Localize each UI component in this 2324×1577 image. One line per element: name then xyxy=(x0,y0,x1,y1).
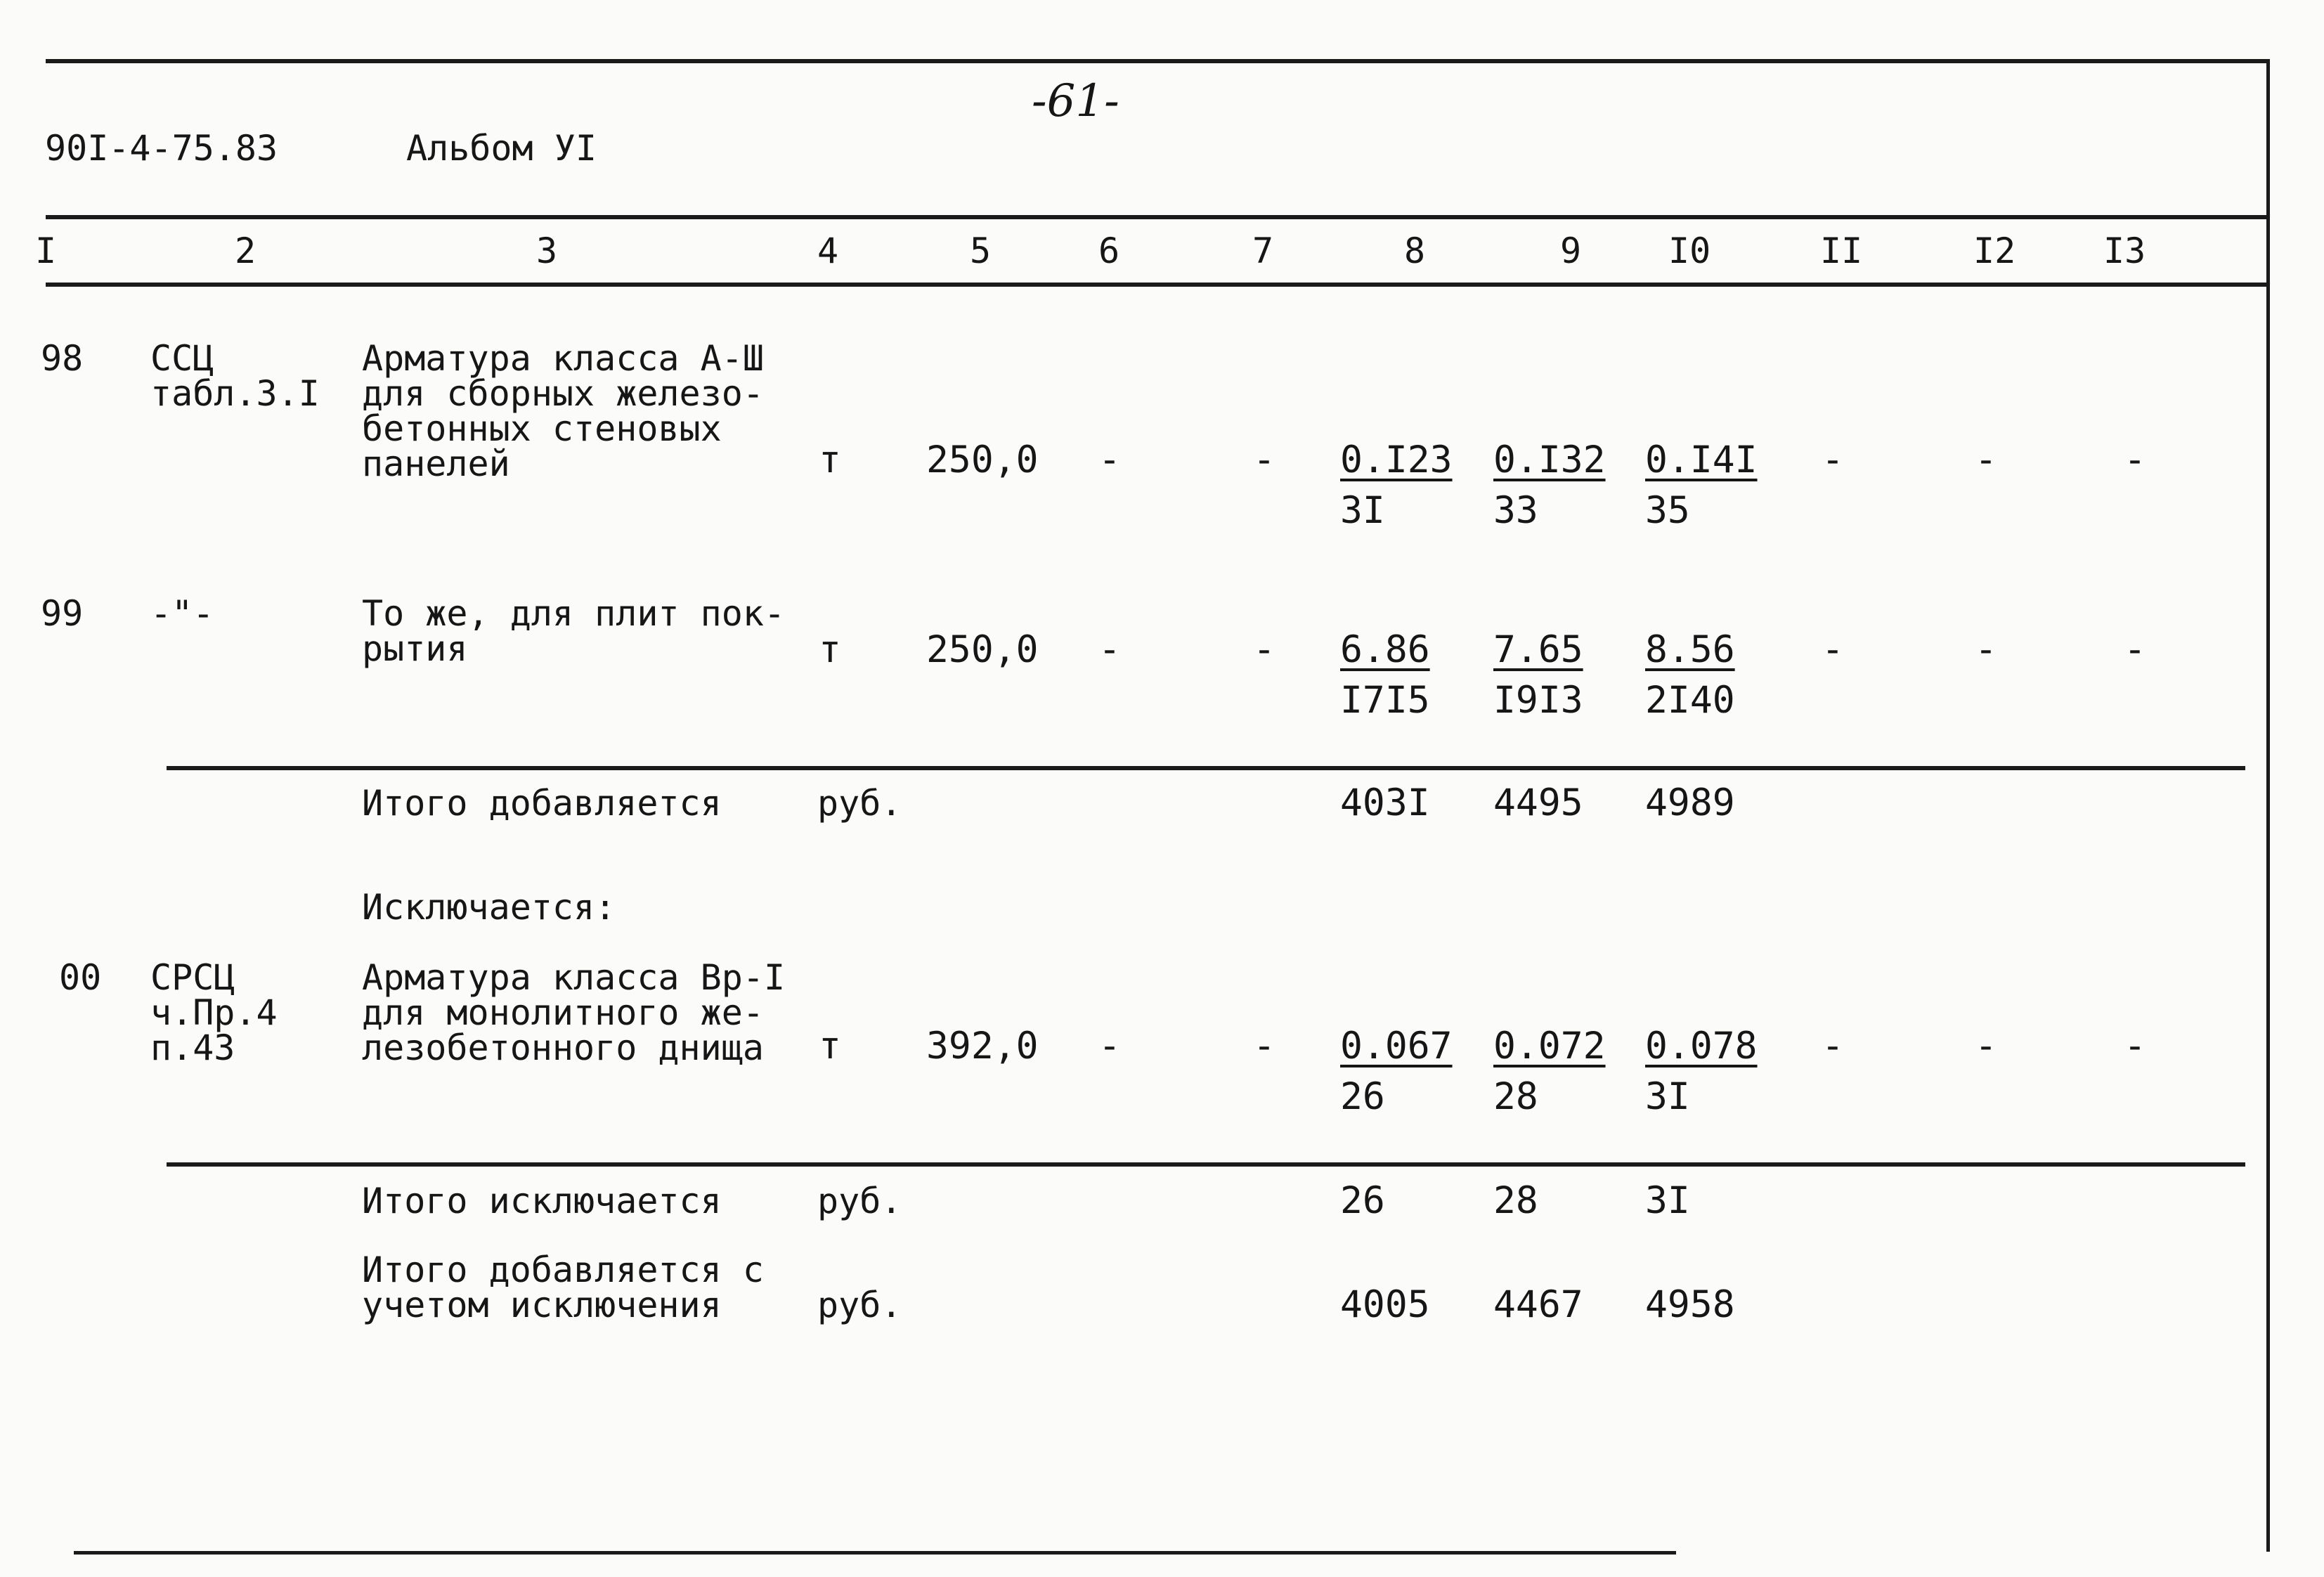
column-header-4: 4 xyxy=(817,231,839,271)
row-99-col9-cost: I9I3 xyxy=(1493,679,1583,722)
row-99-col9-rate: 7.65 xyxy=(1493,628,1583,671)
row-98-code xyxy=(150,338,320,414)
row-99-col12: - xyxy=(1975,628,1997,671)
row-98-code-line-1: ССЦ xyxy=(150,338,214,379)
row-00-col6: - xyxy=(1098,1025,1121,1067)
row-98-col10-cost: 35 xyxy=(1645,489,1690,532)
column-header-9: 9 xyxy=(1560,231,1582,271)
row-99-price: 250,0 xyxy=(926,628,1039,671)
row-98-col11: - xyxy=(1822,439,1844,481)
row-98-price: 250,0 xyxy=(926,439,1039,481)
row-00-code-line-2: ч.Пр.4 xyxy=(150,992,278,1033)
row-00-desc-line-3: лезобетонного днища xyxy=(362,1027,764,1068)
document-code: 90I-4-75.83 xyxy=(45,128,278,169)
total-added-col9: 4495 xyxy=(1493,781,1583,824)
row-99-code xyxy=(150,593,214,634)
subtotal-rule-2 xyxy=(167,1162,2245,1167)
album-label: Альбом УI xyxy=(406,128,597,169)
row-99-desc-line-1: То же, для плит пок- xyxy=(362,593,786,634)
row-98-description xyxy=(362,338,764,484)
row-98-desc-line-4: панелей xyxy=(362,443,510,484)
column-header-13: I3 xyxy=(2103,231,2146,271)
row-99-col10-rate: 8.56 xyxy=(1645,628,1735,671)
total-added-col10: 4989 xyxy=(1645,781,1735,824)
total-net-col8: 4005 xyxy=(1340,1283,1430,1326)
total-net-col10: 4958 xyxy=(1645,1283,1735,1326)
row-98-col7: - xyxy=(1253,439,1275,481)
row-98-col12: - xyxy=(1975,439,1997,481)
total-net-label xyxy=(362,1252,764,1323)
row-98-desc-line-3: бетонных стеновых xyxy=(362,408,722,449)
total-net-label-line-2: учетом исключения xyxy=(362,1285,722,1325)
row-99-col8-cost: I7I5 xyxy=(1340,679,1430,722)
row-98-col9-rate: 0.I32 xyxy=(1493,439,1606,481)
row-00-col8-rate: 0.067 xyxy=(1340,1025,1453,1067)
total-net-unit: руб. xyxy=(817,1285,902,1325)
column-header-3: 3 xyxy=(536,231,558,271)
total-added-label: Итого добавляется xyxy=(362,783,722,824)
column-header-11: II xyxy=(1820,231,1863,271)
row-00-col7: - xyxy=(1253,1025,1275,1067)
top-border xyxy=(46,59,2270,63)
total-added-col8: 403I xyxy=(1340,781,1430,824)
row-98-col8-rate: 0.I23 xyxy=(1340,439,1453,481)
column-header-5: 5 xyxy=(970,231,992,271)
row-99-col6: - xyxy=(1098,628,1121,671)
total-excluded-col10: 3I xyxy=(1645,1179,1690,1222)
row-98-col9-cost: 33 xyxy=(1493,489,1538,532)
row-00-code-line-3: п.43 xyxy=(150,1027,235,1068)
total-added-unit: руб. xyxy=(817,783,902,824)
total-excluded-col8: 26 xyxy=(1340,1179,1385,1222)
row-98-desc-line-2: для сборных железо- xyxy=(362,373,764,414)
row-99-col13: - xyxy=(2124,628,2146,671)
excluded-heading: Исключается: xyxy=(362,887,616,928)
row-00-col12: - xyxy=(1975,1025,1997,1067)
column-header-10: I0 xyxy=(1668,231,1711,271)
row-00-col10-rate: 0.078 xyxy=(1645,1025,1758,1067)
row-98-number: 98 xyxy=(41,338,84,379)
row-98-unit: т xyxy=(819,439,841,481)
total-excluded-col9: 28 xyxy=(1493,1179,1538,1222)
row-99-col8-rate: 6.86 xyxy=(1340,628,1430,671)
row-99-col10-cost: 2I40 xyxy=(1645,679,1735,722)
subtotal-rule-1 xyxy=(167,766,2245,770)
header-rule-bottom xyxy=(46,283,2266,287)
row-99-col7: - xyxy=(1253,628,1275,671)
page-number: -61- xyxy=(1032,75,1119,127)
row-00-number: 00 xyxy=(59,957,102,998)
column-header-2: 2 xyxy=(235,231,257,271)
row-98-col10-rate: 0.I4I xyxy=(1645,439,1758,481)
row-00-desc-line-1: Арматура класса Вр-I xyxy=(362,957,786,998)
row-00-unit: т xyxy=(819,1025,841,1067)
total-net-col9: 4467 xyxy=(1493,1283,1583,1326)
row-99-unit: т xyxy=(819,628,841,671)
row-00-col9-cost: 28 xyxy=(1493,1075,1538,1118)
row-99-col11: - xyxy=(1822,628,1844,671)
row-00-col10-cost: 3I xyxy=(1645,1075,1690,1118)
column-header-6: 6 xyxy=(1098,231,1120,271)
row-00-price: 392,0 xyxy=(926,1025,1039,1067)
row-99-code-line-1: -"- xyxy=(150,593,214,634)
row-98-desc-line-1: Арматура класса А-Ш xyxy=(362,338,764,379)
row-98-col8-cost: 3I xyxy=(1340,489,1385,532)
column-header-1: I xyxy=(35,231,57,271)
row-99-desc-line-2: рытия xyxy=(362,628,468,669)
header-rule-top xyxy=(46,215,2266,219)
row-00-col8-cost: 26 xyxy=(1340,1075,1385,1118)
row-99-number: 99 xyxy=(41,593,84,634)
column-header-7: 7 xyxy=(1252,231,1274,271)
row-98-code-line-2: табл.3.I xyxy=(150,373,320,414)
row-99-description xyxy=(362,593,786,669)
row-00-col11: - xyxy=(1822,1025,1844,1067)
row-00-code-line-1: СРСЦ xyxy=(150,957,235,998)
right-border xyxy=(2266,59,2270,1552)
row-00-col13: - xyxy=(2124,1025,2146,1067)
total-net-label-line-1: Итого добавляется с xyxy=(362,1250,764,1290)
row-00-description xyxy=(362,957,786,1068)
row-00-col9-rate: 0.072 xyxy=(1493,1025,1606,1067)
bottom-rule xyxy=(74,1551,1676,1555)
column-header-12: I2 xyxy=(1973,231,2016,271)
row-00-code xyxy=(150,957,278,1068)
column-header-8: 8 xyxy=(1404,231,1426,271)
total-excluded-unit: руб. xyxy=(817,1181,902,1221)
total-excluded-label: Итого исключается xyxy=(362,1181,722,1221)
row-00-desc-line-2: для монолитного же- xyxy=(362,992,764,1033)
row-98-col6: - xyxy=(1098,439,1121,481)
row-98-col13: - xyxy=(2124,439,2146,481)
